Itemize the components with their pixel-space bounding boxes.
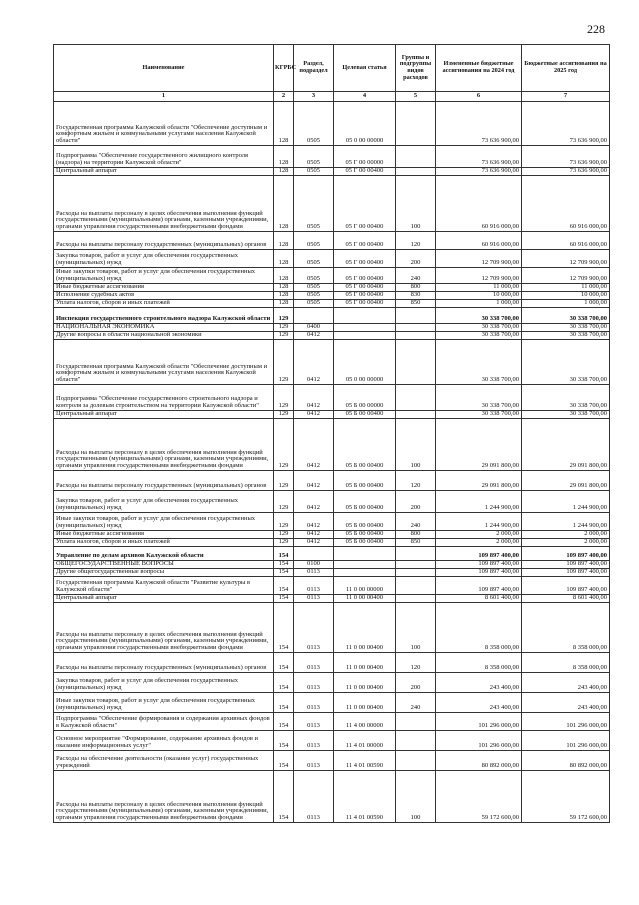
row-amount-2024: 29 091 800,00 <box>436 419 522 471</box>
row-name: НАЦИОНАЛЬНАЯ ЭКОНОМИКА <box>54 324 274 332</box>
header-name: Наименование <box>54 45 274 92</box>
row-name: Другие общегосударственные вопросы <box>54 569 274 577</box>
row-amount-2024: 60 916 000,00 <box>436 232 522 250</box>
row-section: 0113 <box>294 713 334 731</box>
row-expense-group <box>396 569 436 577</box>
row-name: Иные закупки товаров, работ и услуг для обеспечения государственных (муниципальных) нужд <box>54 513 274 531</box>
row-ktrbs: 154 <box>274 771 294 823</box>
row-section: 0505 <box>294 250 334 268</box>
row-section: 0113 <box>294 731 334 751</box>
row-name: Инспекция государственного строительного надзора Калужской области <box>54 308 274 324</box>
row-expense-group <box>396 385 436 411</box>
row-expense-group: 240 <box>396 693 436 713</box>
header-amount-2025: Бюджетные ассигнования на 2025 год <box>522 45 610 92</box>
row-ktrbs: 154 <box>274 595 294 603</box>
row-target: 11 4 01 00590 <box>334 751 396 771</box>
row-name: Закупка товаров, работ и услуг для обеспечения государственных (муниципальных) нужд <box>54 673 274 693</box>
row-amount-2024: 73 636 900,00 <box>436 146 522 168</box>
row-amount-2024: 2 000,00 <box>436 539 522 547</box>
row-target: 05 0 00 00000 <box>334 340 396 385</box>
row-name: Уплата налогов, сборов и иных платежей <box>54 300 274 308</box>
row-ktrbs: 128 <box>274 102 294 146</box>
row-section <box>294 308 334 324</box>
row-ktrbs: 129 <box>274 340 294 385</box>
row-target: 11 0 00 00400 <box>334 595 396 603</box>
row-amount-2025: 73 636 900,00 <box>522 102 610 146</box>
row-expense-group <box>396 547 436 561</box>
row-section: 0113 <box>294 569 334 577</box>
row-target <box>334 547 396 561</box>
row-amount-2024: 29 091 800,00 <box>436 471 522 491</box>
row-target: 11 0 00 00000 <box>334 577 396 595</box>
row-section: 0412 <box>294 340 334 385</box>
table-row <box>54 771 610 823</box>
row-section: 0113 <box>294 673 334 693</box>
row-ktrbs: 129 <box>274 539 294 547</box>
row-section: 0400 <box>294 324 334 332</box>
row-section: 0505 <box>294 268 334 284</box>
row-expense-group <box>396 731 436 751</box>
table-row <box>54 693 610 713</box>
row-ktrbs: 154 <box>274 713 294 731</box>
row-amount-2025: 30 338 700,00 <box>522 324 610 332</box>
row-amount-2024: 30 338 700,00 <box>436 340 522 385</box>
table-header-row <box>54 45 610 92</box>
header-target: Целевая статья <box>334 45 396 92</box>
row-ktrbs: 128 <box>274 232 294 250</box>
row-name: Уплата налогов, сборов и иных платежей <box>54 539 274 547</box>
row-expense-group: 100 <box>396 419 436 471</box>
row-section: 0412 <box>294 332 334 340</box>
row-target: 05 Б 00 00400 <box>334 471 396 491</box>
table-row <box>54 419 610 471</box>
table-row <box>54 569 610 577</box>
row-amount-2024: 1 244 900,00 <box>436 513 522 531</box>
row-expense-group <box>396 561 436 569</box>
row-expense-group: 830 <box>396 292 436 300</box>
row-target <box>334 308 396 324</box>
row-expense-group <box>396 146 436 168</box>
row-expense-group <box>396 308 436 324</box>
row-target: 05 0 00 00000 <box>334 102 396 146</box>
table-row <box>54 673 610 693</box>
row-target: 11 0 00 00400 <box>334 673 396 693</box>
row-amount-2025: 80 892 000,00 <box>522 751 610 771</box>
row-target: 05 Г 00 00400 <box>334 300 396 308</box>
row-target <box>334 569 396 577</box>
table-row <box>54 713 610 731</box>
row-name: Подпрограмма "Обеспечение государственного строительного надзора и контроля за долевым строительством на территории Калужской области" <box>54 385 274 411</box>
row-ktrbs: 128 <box>274 168 294 176</box>
row-amount-2025: 30 338 700,00 <box>522 340 610 385</box>
row-expense-group <box>396 332 436 340</box>
row-expense-group: 240 <box>396 268 436 284</box>
row-name: Расходы на выплаты персоналу в целях обеспечения выполнения функций государственными (муниципальными) органами, казенными учреждениями, органами управления государственными внебюджетными фондами <box>54 419 274 471</box>
table-row <box>54 232 610 250</box>
row-target: 05 Б 00 00400 <box>334 531 396 539</box>
row-target: 11 0 00 00400 <box>334 603 396 653</box>
row-amount-2025: 11 000,00 <box>522 284 610 292</box>
table-row <box>54 491 610 513</box>
row-amount-2024: 8 601 400,00 <box>436 595 522 603</box>
row-target: 05 Г 00 00400 <box>334 268 396 284</box>
row-amount-2024: 30 338 700,00 <box>436 411 522 419</box>
row-name: Закупка товаров, работ и услуг для обеспечения государственных (муниципальных) нужд <box>54 491 274 513</box>
row-ktrbs: 154 <box>274 561 294 569</box>
row-name: Другие вопросы в области национальной экономики <box>54 332 274 340</box>
row-amount-2024: 109 897 400,00 <box>436 547 522 561</box>
row-ktrbs: 128 <box>274 146 294 168</box>
row-name: Иные закупки товаров, работ и услуг для обеспечения государственных (муниципальных) нужд <box>54 693 274 713</box>
row-amount-2025: 101 296 000,00 <box>522 731 610 751</box>
row-name: Расходы на выплаты персоналу в целях обеспечения выполнения функций государственными (муниципальными) органами, казенными учреждениями, органами управления государственными внебюджетными фондами <box>54 771 274 823</box>
row-amount-2025: 243 400,00 <box>522 673 610 693</box>
row-amount-2024: 10 000,00 <box>436 292 522 300</box>
row-amount-2025: 60 916 000,00 <box>522 176 610 232</box>
table-body <box>54 102 610 823</box>
column-number: 2 <box>274 92 294 102</box>
row-amount-2025: 243 400,00 <box>522 693 610 713</box>
budget-table <box>53 44 610 823</box>
row-amount-2025: 109 897 400,00 <box>522 577 610 595</box>
table-row <box>54 603 610 653</box>
row-section: 0505 <box>294 284 334 292</box>
row-target: 05 Б 00 00400 <box>334 491 396 513</box>
row-expense-group: 200 <box>396 673 436 693</box>
header-expense-group: Группы и подгруппы видов расходов <box>396 45 436 92</box>
row-target: 05 Б 00 00400 <box>334 419 396 471</box>
row-expense-group <box>396 577 436 595</box>
row-amount-2024: 73 636 900,00 <box>436 102 522 146</box>
row-target: 05 Б 00 00400 <box>334 539 396 547</box>
table-row <box>54 595 610 603</box>
row-section: 0505 <box>294 146 334 168</box>
row-target: 05 Г 00 00400 <box>334 176 396 232</box>
table-row <box>54 146 610 168</box>
row-target: 11 4 01 00000 <box>334 731 396 751</box>
table-row <box>54 731 610 751</box>
column-number: 3 <box>294 92 334 102</box>
row-expense-group: 850 <box>396 300 436 308</box>
row-target: 05 Г 00 00000 <box>334 146 396 168</box>
row-ktrbs: 129 <box>274 385 294 411</box>
row-name: Иные бюджетные ассигнования <box>54 284 274 292</box>
row-ktrbs: 154 <box>274 577 294 595</box>
row-section: 0113 <box>294 603 334 653</box>
row-section: 0412 <box>294 531 334 539</box>
row-target: 05 Г 00 00400 <box>334 232 396 250</box>
table-row <box>54 513 610 531</box>
row-amount-2024: 109 897 400,00 <box>436 561 522 569</box>
row-expense-group: 200 <box>396 250 436 268</box>
row-target: 05 Г 00 00400 <box>334 284 396 292</box>
column-number: 4 <box>334 92 396 102</box>
row-ktrbs: 129 <box>274 471 294 491</box>
table-row <box>54 385 610 411</box>
row-expense-group: 120 <box>396 471 436 491</box>
row-name: Центральный аппарат <box>54 168 274 176</box>
row-ktrbs: 129 <box>274 531 294 539</box>
row-name: Подпрограмма "Обеспечение формирования и содержания архивных фондов в Калужской области" <box>54 713 274 731</box>
row-target: 05 Г 00 00400 <box>334 168 396 176</box>
column-number: 7 <box>522 92 610 102</box>
column-number: 1 <box>54 92 274 102</box>
row-amount-2025: 29 091 800,00 <box>522 471 610 491</box>
row-section: 0113 <box>294 653 334 673</box>
row-amount-2024: 109 897 400,00 <box>436 569 522 577</box>
row-target: 05 Б 00 00000 <box>334 385 396 411</box>
row-expense-group: 120 <box>396 232 436 250</box>
row-target: 05 Г 00 00400 <box>334 292 396 300</box>
row-target: 11 4 00 00000 <box>334 713 396 731</box>
row-expense-group: 100 <box>396 603 436 653</box>
row-name: Иные закупки товаров, работ и услуг для обеспечения государственных (муниципальных) нужд <box>54 268 274 284</box>
row-ktrbs: 154 <box>274 653 294 673</box>
row-section: 0505 <box>294 176 334 232</box>
row-ktrbs: 128 <box>274 300 294 308</box>
page-number: 228 <box>587 22 605 36</box>
row-ktrbs: 154 <box>274 603 294 653</box>
row-amount-2024: 2 000,00 <box>436 531 522 539</box>
table-row <box>54 308 610 324</box>
row-name: Управление по делам архивов Калужской области <box>54 547 274 561</box>
row-amount-2025: 73 636 900,00 <box>522 168 610 176</box>
row-name: Исполнение судебных актов <box>54 292 274 300</box>
row-section: 0505 <box>294 168 334 176</box>
row-amount-2025: 1 000,00 <box>522 300 610 308</box>
row-section: 0113 <box>294 751 334 771</box>
row-ktrbs: 129 <box>274 491 294 513</box>
row-name: Расходы на выплаты персоналу государственных (муниципальных) органов <box>54 471 274 491</box>
row-name: Государственная программа Калужской области "Развитие культуры в Калужской области" <box>54 577 274 595</box>
table-row <box>54 547 610 561</box>
table-row <box>54 577 610 595</box>
row-section: 0412 <box>294 513 334 531</box>
row-target: 05 Б 00 00400 <box>334 411 396 419</box>
row-amount-2025: 109 897 400,00 <box>522 569 610 577</box>
row-section: 0113 <box>294 595 334 603</box>
row-amount-2025: 10 000,00 <box>522 292 610 300</box>
row-amount-2025: 2 000,00 <box>522 531 610 539</box>
row-name: Центральный аппарат <box>54 595 274 603</box>
row-amount-2024: 59 172 600,00 <box>436 771 522 823</box>
row-name: Государственная программа Калужской области "Обеспечение доступным и комфортным жильем и коммунальными услугами населения Калужской области" <box>54 340 274 385</box>
row-name: Иные бюджетные ассигнования <box>54 531 274 539</box>
row-amount-2024: 80 892 000,00 <box>436 751 522 771</box>
row-expense-group <box>396 713 436 731</box>
row-expense-group <box>396 751 436 771</box>
row-ktrbs: 129 <box>274 332 294 340</box>
row-section: 0505 <box>294 292 334 300</box>
table-row <box>54 268 610 284</box>
row-ktrbs: 154 <box>274 731 294 751</box>
row-section: 0412 <box>294 419 334 471</box>
row-amount-2025: 60 916 000,00 <box>522 232 610 250</box>
row-ktrbs: 154 <box>274 751 294 771</box>
table-row <box>54 332 610 340</box>
row-expense-group <box>396 324 436 332</box>
row-amount-2025: 8 358 000,00 <box>522 653 610 673</box>
row-target <box>334 332 396 340</box>
row-expense-group: 800 <box>396 531 436 539</box>
row-amount-2024: 243 400,00 <box>436 693 522 713</box>
row-amount-2025: 12 709 900,00 <box>522 268 610 284</box>
header-section: Раздел, подраздел <box>294 45 334 92</box>
row-amount-2025: 8 601 400,00 <box>522 595 610 603</box>
row-ktrbs: 128 <box>274 250 294 268</box>
row-target <box>334 324 396 332</box>
row-target: 11 0 00 00400 <box>334 693 396 713</box>
row-expense-group: 100 <box>396 771 436 823</box>
row-ktrbs: 128 <box>274 176 294 232</box>
row-amount-2024: 30 338 700,00 <box>436 332 522 340</box>
row-target <box>334 561 396 569</box>
row-name: Подпрограмма "Обеспечение государственного жилищного контроля (надзора) на территории Калужской области" <box>54 146 274 168</box>
row-expense-group <box>396 411 436 419</box>
row-amount-2024: 12 709 900,00 <box>436 250 522 268</box>
row-name: Закупка товаров, работ и услуг для обеспечения государственных (муниципальных) нужд <box>54 250 274 268</box>
row-section: 0412 <box>294 411 334 419</box>
table-row <box>54 168 610 176</box>
row-section <box>294 547 334 561</box>
row-section: 0412 <box>294 471 334 491</box>
row-amount-2025: 1 244 900,00 <box>522 491 610 513</box>
row-amount-2024: 109 897 400,00 <box>436 577 522 595</box>
table-row <box>54 340 610 385</box>
column-number: 5 <box>396 92 436 102</box>
row-amount-2024: 1 244 900,00 <box>436 491 522 513</box>
row-name: Расходы на выплаты персоналу в целях обеспечения выполнения функций государственными (муниципальными) органами, казенными учреждениями, органами управления государственными внебюджетными фондами <box>54 603 274 653</box>
row-amount-2025: 30 338 700,00 <box>522 411 610 419</box>
table-row <box>54 102 610 146</box>
row-amount-2025: 29 091 800,00 <box>522 419 610 471</box>
row-amount-2025: 30 338 700,00 <box>522 308 610 324</box>
row-ktrbs: 154 <box>274 673 294 693</box>
row-amount-2024: 30 338 700,00 <box>436 385 522 411</box>
row-name: ОБЩЕГОСУДАРСТВЕННЫЕ ВОПРОСЫ <box>54 561 274 569</box>
header-ktrbs: КГРБС <box>274 45 294 92</box>
row-amount-2024: 30 338 700,00 <box>436 308 522 324</box>
table-row <box>54 751 610 771</box>
row-expense-group: 850 <box>396 539 436 547</box>
row-amount-2025: 109 897 400,00 <box>522 547 610 561</box>
row-expense-group: 120 <box>396 653 436 673</box>
row-name: Государственная программа Калужской области "Обеспечение доступным и комфортным жильем и коммунальными услугами населения Калужской области" <box>54 102 274 146</box>
table-row <box>54 471 610 491</box>
row-amount-2024: 30 338 700,00 <box>436 324 522 332</box>
row-amount-2024: 12 709 900,00 <box>436 268 522 284</box>
header-amount-2024: Измененные бюджетные ассигнования на 2024 год <box>436 45 522 92</box>
row-section: 0505 <box>294 232 334 250</box>
row-amount-2025: 101 296 000,00 <box>522 713 610 731</box>
row-ktrbs: 154 <box>274 569 294 577</box>
row-amount-2025: 12 709 900,00 <box>522 250 610 268</box>
row-amount-2024: 101 296 000,00 <box>436 713 522 731</box>
row-amount-2025: 2 000,00 <box>522 539 610 547</box>
row-expense-group: 100 <box>396 176 436 232</box>
row-amount-2025: 109 897 400,00 <box>522 561 610 569</box>
row-expense-group: 200 <box>396 491 436 513</box>
table-row <box>54 539 610 547</box>
row-target: 11 4 01 00590 <box>334 771 396 823</box>
row-ktrbs: 154 <box>274 693 294 713</box>
row-section: 0505 <box>294 300 334 308</box>
row-amount-2025: 8 358 000,00 <box>522 603 610 653</box>
row-section: 0412 <box>294 385 334 411</box>
row-target: 05 Б 00 00400 <box>334 513 396 531</box>
row-amount-2025: 30 338 700,00 <box>522 332 610 340</box>
row-amount-2024: 8 358 000,00 <box>436 603 522 653</box>
table-row <box>54 411 610 419</box>
row-expense-group: 800 <box>396 284 436 292</box>
row-target: 11 0 00 00400 <box>334 653 396 673</box>
row-amount-2025: 73 636 900,00 <box>522 146 610 168</box>
row-section: 0113 <box>294 771 334 823</box>
table-row <box>54 653 610 673</box>
row-expense-group <box>396 168 436 176</box>
row-section: 0113 <box>294 693 334 713</box>
row-section: 0100 <box>294 561 334 569</box>
row-amount-2024: 101 296 000,00 <box>436 731 522 751</box>
table-row <box>54 284 610 292</box>
row-expense-group <box>396 102 436 146</box>
row-ktrbs: 129 <box>274 324 294 332</box>
row-ktrbs: 128 <box>274 268 294 284</box>
row-name: Расходы на выплаты персоналу государственных (муниципальных) органов <box>54 232 274 250</box>
row-name: Расходы на выплаты персоналу в целях обеспечения выполнения функций государственными (муниципальными) органами, казенными учреждениями, органами управления государственными внебюджетными фондами <box>54 176 274 232</box>
row-amount-2024: 243 400,00 <box>436 673 522 693</box>
row-section: 0505 <box>294 102 334 146</box>
row-expense-group <box>396 595 436 603</box>
row-section: 0113 <box>294 577 334 595</box>
table-row <box>54 176 610 232</box>
row-target: 05 Г 00 00400 <box>334 250 396 268</box>
table-row <box>54 300 610 308</box>
column-number-row <box>54 92 610 102</box>
row-expense-group <box>396 340 436 385</box>
row-amount-2024: 60 916 000,00 <box>436 176 522 232</box>
row-ktrbs: 128 <box>274 284 294 292</box>
row-ktrbs: 128 <box>274 292 294 300</box>
row-amount-2024: 11 000,00 <box>436 284 522 292</box>
row-amount-2024: 73 636 900,00 <box>436 168 522 176</box>
row-name: Основное мероприятие "Формирование, содержание архивных фондов и оказание информационных услуг" <box>54 731 274 751</box>
row-amount-2025: 30 338 700,00 <box>522 385 610 411</box>
row-name: Расходы на обеспечение деятельности (оказание услуг) государственных учреждений <box>54 751 274 771</box>
row-ktrbs: 154 <box>274 547 294 561</box>
table-row <box>54 250 610 268</box>
row-ktrbs: 129 <box>274 513 294 531</box>
row-ktrbs: 129 <box>274 308 294 324</box>
row-amount-2024: 1 000,00 <box>436 300 522 308</box>
row-ktrbs: 129 <box>274 419 294 471</box>
row-name: Центральный аппарат <box>54 411 274 419</box>
row-ktrbs: 129 <box>274 411 294 419</box>
row-amount-2025: 59 172 600,00 <box>522 771 610 823</box>
row-amount-2024: 8 358 000,00 <box>436 653 522 673</box>
row-amount-2025: 1 244 900,00 <box>522 513 610 531</box>
row-name: Расходы на выплаты персоналу государственных (муниципальных) органов <box>54 653 274 673</box>
row-section: 0412 <box>294 491 334 513</box>
row-section: 0412 <box>294 539 334 547</box>
row-expense-group: 240 <box>396 513 436 531</box>
column-number: 6 <box>436 92 522 102</box>
